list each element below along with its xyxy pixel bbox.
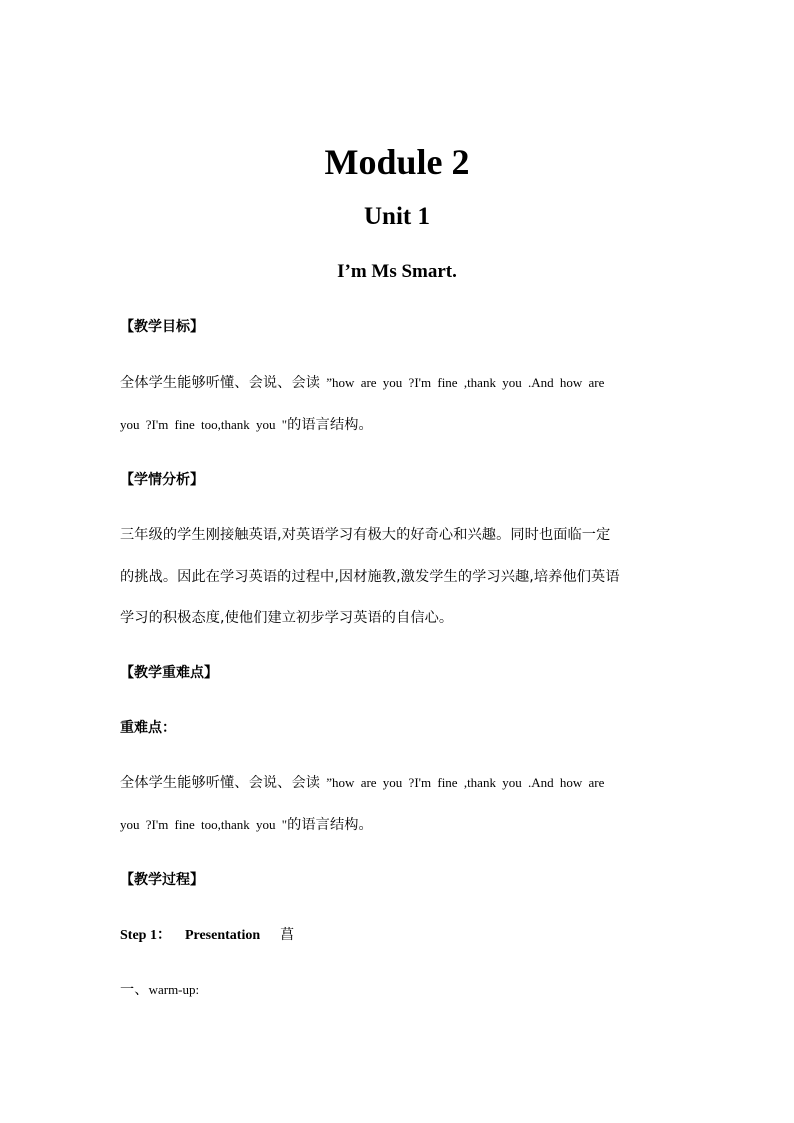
warmup-prefix: 一、: [120, 982, 149, 998]
goals-heading: 【教学目标】: [120, 319, 204, 335]
analysis-line-2: 的挑战。因此在学习英语的过程中,因材施教,激发学生的学习兴趣,培养他们英语: [120, 569, 620, 585]
goals-line2-zh: 的语言结构。: [287, 417, 373, 433]
step-1-title: Presentation: [184, 928, 261, 943]
analysis-heading: 【学情分析】: [120, 472, 204, 488]
analysis-line-1: 三年级的学生刚接触英语,对英语学习有极大的好奇心和兴趣。同时也面临一定: [120, 527, 611, 543]
process-heading: 【教学过程】: [120, 872, 204, 888]
keypoints-paragraph-line-1: [120, 772, 690, 795]
keypoints-paragraph-line-2: [120, 814, 690, 837]
keypoints-heading: 【教学重难点】: [120, 665, 218, 681]
step-1-heading: [120, 924, 690, 947]
goals-paragraph-line-2: [120, 414, 690, 437]
lesson-title: I’m Ms Smart.: [337, 261, 457, 282]
step-1-label: Step 1：: [120, 928, 171, 943]
keypoints-line2-zh: 的语言结构。: [287, 817, 373, 833]
keypoints-line2-en: you ?I'm fine too,thank you ": [120, 817, 288, 832]
step-1-mark: 菖: [280, 927, 295, 943]
goals-line1-zh: 全体学生能够听懂、会说、会读: [120, 375, 321, 391]
warmup-label: warm-up:: [148, 982, 200, 997]
unit-title: Unit 1: [364, 203, 430, 230]
keypoints-label: 重难点：: [120, 720, 176, 736]
analysis-line-3: 学习的积极态度,使他们建立初步学习英语的自信心。: [120, 610, 454, 626]
warmup-line: [120, 979, 690, 1002]
keypoints-line1-en: ”how are you ?I'm fine ,thank you .And how are: [320, 775, 605, 790]
keypoints-line1-zh: 全体学生能够听懂、会说、会读: [120, 775, 321, 791]
goals-line2-en: you ?I'm fine too,thank you ": [120, 417, 288, 432]
module-title: Module 2: [324, 142, 470, 182]
goals-paragraph-line-1: [120, 372, 690, 395]
goals-line1-en: ”how are you ?I'm fine ,thank you .And how are: [320, 375, 605, 390]
